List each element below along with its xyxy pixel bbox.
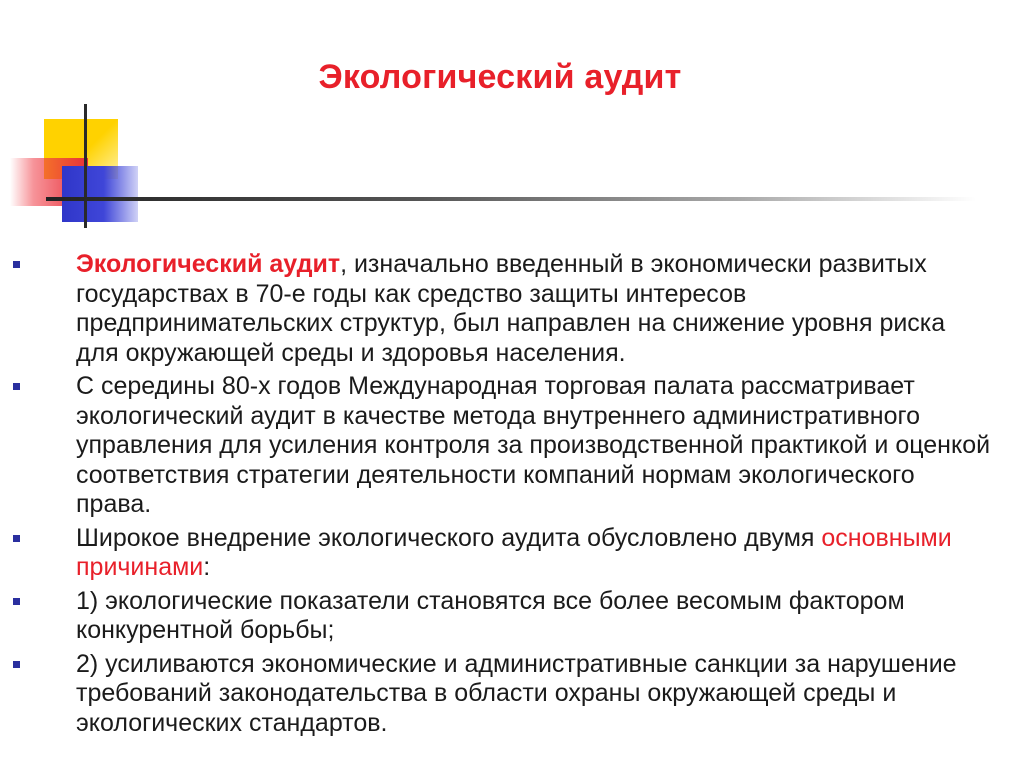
list-item (0, 650, 1024, 739)
item-text: , изначально введенный в экономически развитых государствах в 70-е годы как средство защиты интересов предпринимательских структур, был направлен на снижение уровня риска для окружающей среды и здоровья населения. (76, 250, 946, 367)
item-text: 1) экологические показатели становятся все более весомым фактором конкурентной борьбы; (76, 586, 905, 644)
list-item (0, 587, 1024, 646)
decor-horizontal-line (46, 197, 976, 201)
bullet-square-icon (13, 535, 20, 542)
item-text: Широкое внедрение экологического аудита обусловлено двумя (76, 523, 822, 552)
slide-title: Экологический аудит (318, 58, 682, 96)
bullet-square-icon (13, 261, 20, 268)
bullet-list (0, 250, 1024, 742)
item-text: С середины 80-х годов Международная торговая палата рассматривает экологический аудит в качестве метода внутреннего административного управления для усиления контроля за производственной практикой и оценкой соответствия стратегии деятельности компаний нормам экологического права. (76, 372, 991, 518)
item-text-end: : (203, 553, 211, 581)
term-highlight: Экологический аудит (76, 250, 341, 278)
list-item (0, 372, 1024, 520)
reasons-highlight: основными причинами (76, 523, 952, 581)
bullet-square-icon (13, 598, 20, 605)
bullet-square-icon (13, 383, 20, 390)
list-item (0, 250, 1024, 368)
decor-blue-square (62, 166, 138, 222)
bullet-square-icon (13, 661, 20, 668)
list-item (0, 524, 1024, 583)
decor-vertical-line (84, 104, 87, 228)
item-text: 2) усиливаются экономические и административные санкции за нарушение требований законодательства в области охраны окружающей среды и экологических стандартов. (76, 649, 957, 737)
